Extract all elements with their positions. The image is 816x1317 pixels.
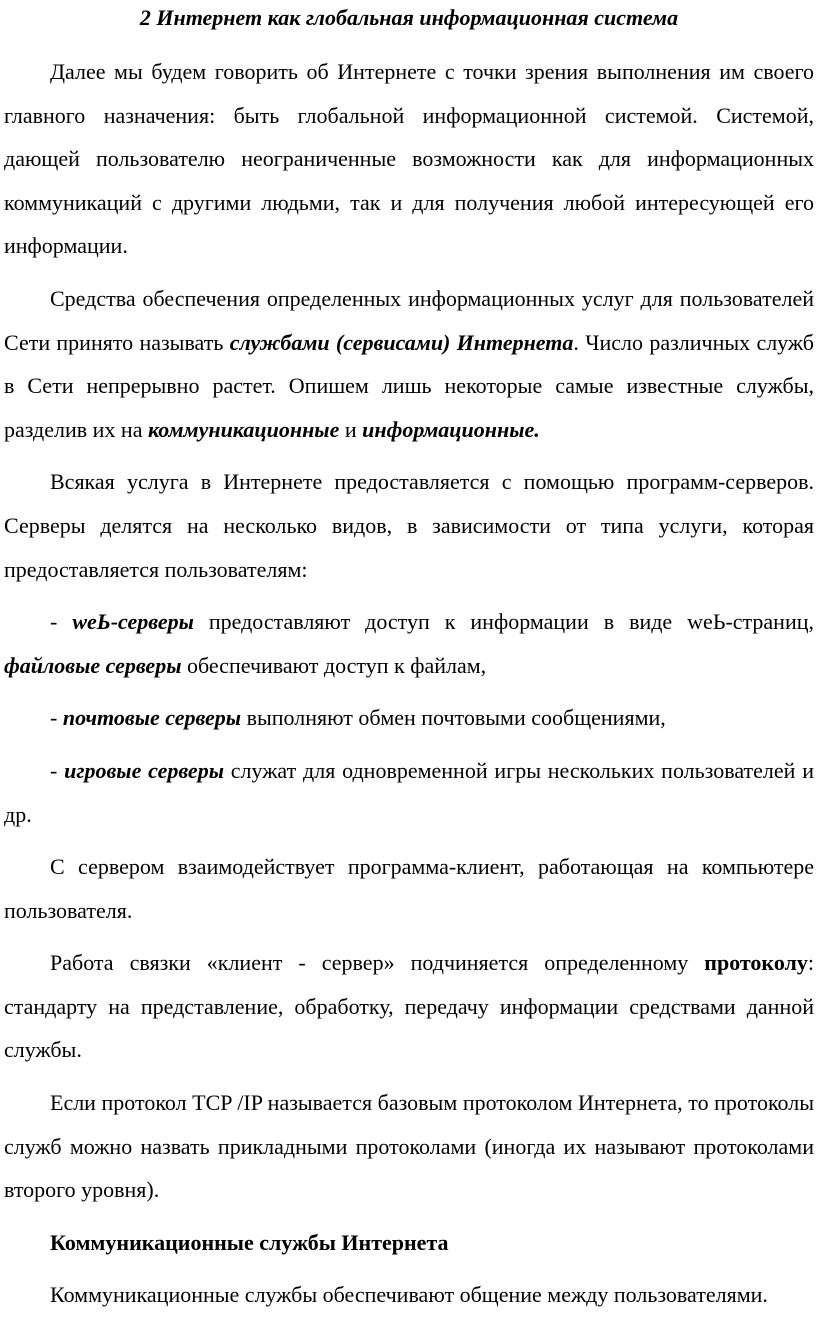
- term-information: информационные.: [362, 416, 540, 442]
- paragraph-protocol: [4, 941, 814, 1072]
- term-game-servers: игровые серверы: [64, 757, 224, 783]
- list-item-text: служат для одновременной игры нескольких пользователей и др.: [4, 757, 814, 827]
- paragraph-services: [4, 277, 814, 451]
- paragraph-communication-services: Коммуникационные службы обеспечивают общение между пользователями.: [50, 1282, 768, 1308]
- paragraph-intro: Далее мы будем говорить об Интернете с точки зрения выполнения им своего главного назначения: быть глобальной информационной системой. Системой, дающей пользователю неограниченные возможности как для информационных коммуникаций с другими людьми, так и для получения любой интересующей его информации.: [4, 59, 814, 259]
- subsection-heading: Коммуникационные службы Интернета: [50, 1229, 449, 1255]
- paragraph-services-text-2: . Число различных служб в Сети непрерывно растет. Опишем лишь некоторые самые известные службы, разделив их на: [4, 329, 814, 442]
- paragraph-client: С сервером взаимодействует программа-клиент, работающая на компьютере пользователя.: [4, 854, 814, 923]
- section-title: 2 Интернет как глобальная информационная система: [139, 5, 679, 30]
- paragraph-servers: Всякая услуга в Интернете предоставляется с помощью программ-серверов. Серверы делятся на несколько видов, в зависимости от типа услуги, которая предоставляется пользователям:: [4, 469, 814, 582]
- paragraph-services-text-3: и: [339, 416, 363, 442]
- list-item-text: предоставляют доступ к информации в виде weЬ-страниц,: [193, 609, 815, 635]
- list-item-text: выполняют обмен почтовыми сообщениями,: [241, 705, 666, 731]
- term-file-servers: файловые серверы: [4, 652, 182, 678]
- list-dash: -: [50, 757, 65, 783]
- paragraph-services-text-1: Средства обеспечения определенных информационных услуг для пользователей Сети принято называть: [4, 285, 814, 355]
- list-item-game-servers: [4, 749, 814, 836]
- list-dash: -: [50, 705, 63, 731]
- list-item-text: обеспечивают доступ к файлам,: [181, 652, 487, 678]
- paragraph-protocol-text-1: Работа связки «клиент - сервер» подчиняется определенному: [50, 950, 705, 976]
- term-protocol: протоколу: [704, 950, 808, 976]
- list-item-mail-servers: [4, 696, 814, 740]
- list-item-web-servers: [4, 600, 814, 687]
- term-web-servers: weЬ-серверы: [72, 609, 194, 635]
- term-services: службами (сервисами) Интернета: [229, 329, 574, 355]
- list-dash: -: [50, 609, 73, 635]
- paragraph-tcpip: Если протокол TCP /IP называется базовым протоколом Интернета, то протоколы служб можно назвать прикладными протоколами (иногда их называют протоколами второго уровня).: [4, 1090, 814, 1203]
- paragraph-protocol-text-2: : стандарту на представление, обработку, передачу информации средствами данной службы.: [4, 950, 814, 1063]
- term-mail-servers: почтовые серверы: [62, 705, 242, 731]
- term-communication: коммуникационные: [147, 416, 340, 442]
